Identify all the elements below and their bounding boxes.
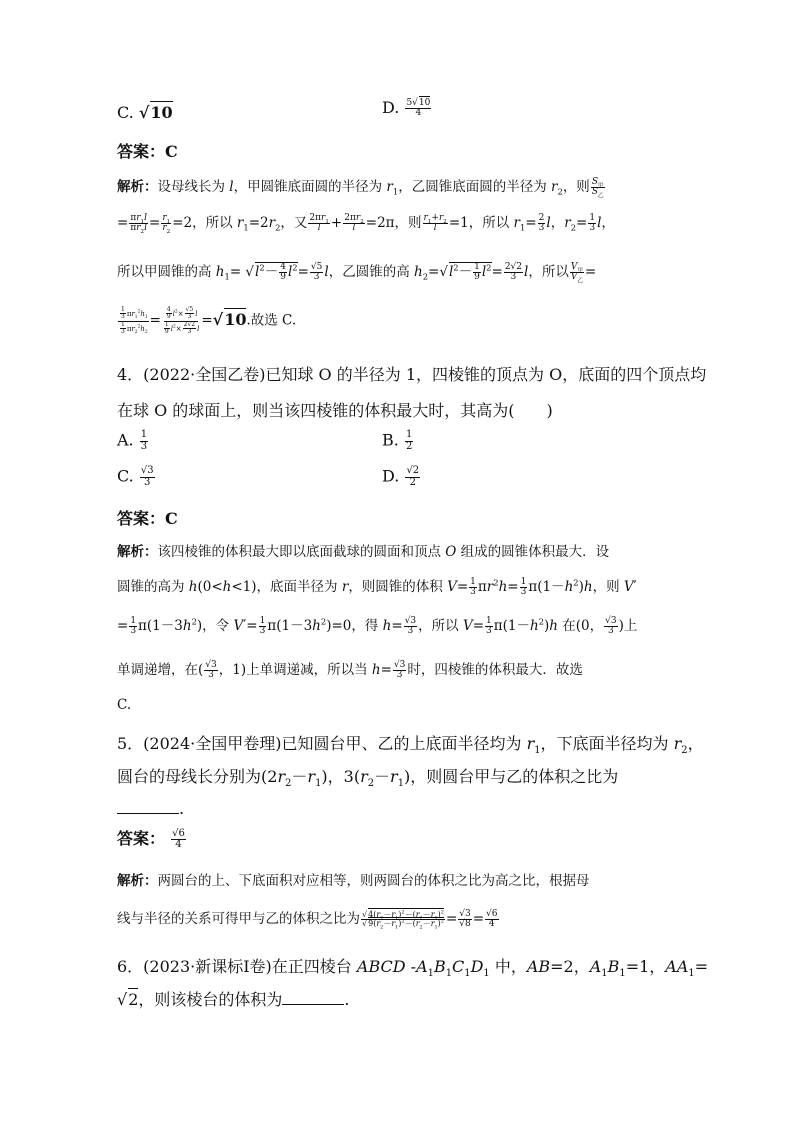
option-value: √10 (138, 103, 173, 122)
q3-solution-line3: 所以甲圆锥的高 $h_1= √l^2-$ $\frac{4}{9}$ $l^2=$ $\frac{√5}{3}$ l，乙圆锥的高 $h_2=√l^2-$ $\frac{1}{9}$ $l^2=$ $\frac{2√2}{3}$ l，所以 $\frac{V_甲}{V_乙}$ = (117, 261, 597, 284)
q6-stem-line1: 6．(2023·新课标Ⅰ卷)在正四棱台 ABCD $-A_1B_1C_1D_1$ 中，AB=2，$A_1B_1=1$，$AA_1=$ (117, 957, 709, 980)
q5-answer: 答案： $\frac{√6}{4}$ (117, 827, 185, 850)
q4-answer: 答案：C (117, 509, 178, 528)
q5-stem-line2: 圆台的母线长分别为$(2r_2-r_1)$，$3(r_2-r_1)$，则圆台甲与乙的体积之比为 (117, 767, 619, 790)
q4-solution-line4: 单调递增，在( $\frac{√3}{3}$ ，1)上单调递减，所以当 h= $\frac{√3}{3}$ 时，四棱锥的体积最大．故选 (117, 659, 583, 680)
q3-solution-line1: 解析：设母线长为 l，甲圆锥底面圆的半径为 $r_1$，乙圆锥底面圆的半径为 $r_2$，则 $\frac{S_甲}{S_乙}$ (117, 176, 604, 199)
q4-stem-line1: 4．(2022·全国乙卷)已知球 O 的半径为 1，四棱锥的顶点为 O，底面的四个顶点均 (117, 365, 707, 384)
q4-option-a: A. $\frac{1}{3}$ (117, 429, 148, 452)
answer-blank (282, 988, 344, 1005)
q6-stem-line2: √2，则该棱台的体积为 . (117, 990, 350, 1009)
q4-option-d: D. $\frac{√2}{2}$ (382, 465, 420, 488)
q4-stem-line2: 在球 O 的球面上，则当该四棱锥的体积最大时，其高为( ) (117, 401, 553, 420)
q3-solution-line2: = $\frac{\pi r_1l}{\pi r_2l}$ = $\frac{r_1}{r_2}$ =2，所以 $r_1=2r_2$，又 $\frac{2\pi r_1}{l}$ + $\frac{2\pi r_2}{l}$ =2π，则 $\frac{r_1+r_2}{l}$ =1，所以 $r_1=$ $\frac{2}{3}$ l，$r_2=$ $\frac{1}{3}$ l， (117, 212, 615, 235)
q4-solution-line2: 圆锥的高为 h(0<h<1)，底面半径为 r，则圆锥的体积 V= $\frac{1}{3}$ $\pi r^2h=$ $\frac{1}{3}$ $\pi(1-h^2)h$，则 V′ (117, 576, 637, 597)
q3-answer: 答案：C (117, 142, 178, 161)
q4-solution-line3: = $\frac{1}{3}$ $\pi(1-3h^2)$，令 V′= $\frac{1}{3}$ $\pi(1-3h^2)=0$，得 h= $\frac{√3}{3}$ ，所以 V= $\frac{1}{3}$ $\pi(1-h^2)h$ 在(0， $\frac{√3}{3}$ )上 (117, 615, 638, 636)
q3-option-c (117, 103, 173, 122)
q4-option-b: B. $\frac{1}{2}$ (382, 429, 413, 452)
q4-option-c: C. $\frac{√3}{3}$ (117, 465, 154, 488)
q4-solution-line1: 解析：该四棱锥的体积最大即以底面截球的圆面和顶点 O 组成的圆锥体积最大．设 (117, 544, 610, 560)
option-label: D. (382, 98, 400, 117)
option-label: C. (117, 103, 134, 122)
q3-solution-line4: $\frac{1}{3}$ $\pi r_1^2h_1$ $\frac{1}{3}$ $\pi r_2^2h_2$ = $\frac{4}{9}$ $l^2\times$ $\frac{√5}{3}$ l $\frac{1}{9}$ $l^2\times$ $\frac{2√2}{3}$ l =√10.故选 C. (117, 307, 296, 335)
q4-solution-line5: C. (117, 697, 132, 713)
q5-stem-line3: . (117, 797, 184, 818)
option-value: $\frac{5√10}{4}$ (406, 97, 431, 118)
answer-blank (117, 797, 179, 814)
q3-option-d (382, 98, 432, 118)
q5-solution-line2: 线与半径的关系可得甲与乙的体积之比为 $\frac{√4(r_2-r_1)^2-(r_2-r_1)^2}{√9(r_2-r_1)^2-(r_2-r_1)^2}$ = $\frac{√3}{√8}$ = $\frac{√6}{4}$ (117, 908, 498, 931)
q5-solution-line1: 解析：两圆台的上、下底面积对应相等，则两圆台的体积之比为高之比，根据母 (117, 873, 590, 889)
q5-stem-line1: 5．(2024·全国甲卷理)已知圆台甲、乙的上底面半径均为 $r_1$，下底面半径均为 $r_2$， (117, 734, 704, 757)
